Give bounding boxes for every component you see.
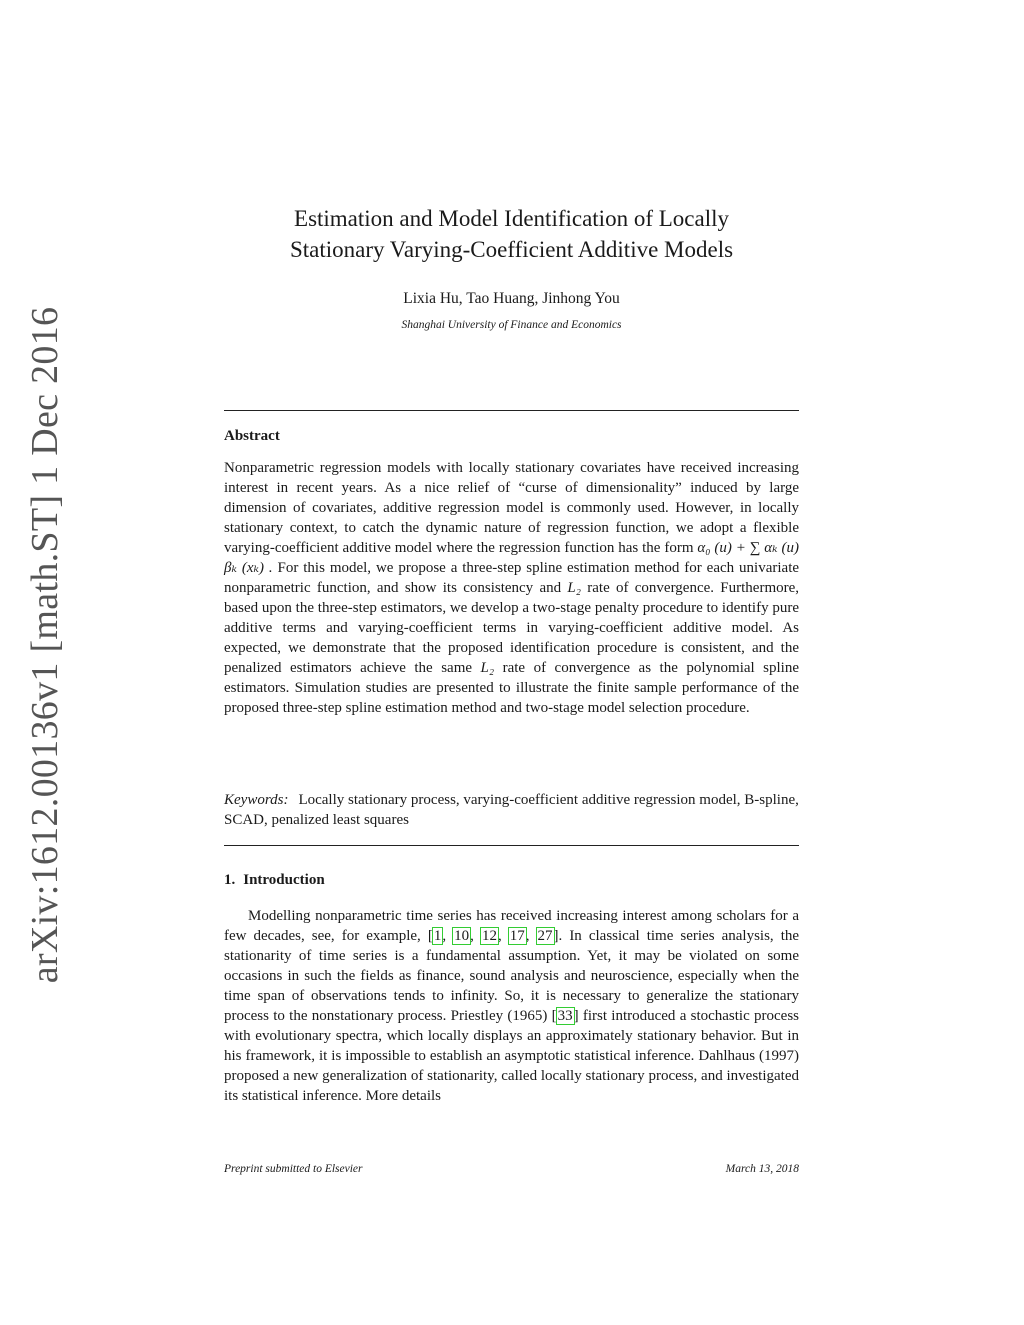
citation-link[interactable]: 10 (454, 928, 470, 944)
keywords (224, 790, 799, 830)
citation-link[interactable]: 17 (509, 928, 525, 944)
arxiv-identifier-text: arXiv:1612.00136v1 [math.ST] 1 Dec 2016 (24, 306, 66, 984)
page-footer (224, 1163, 799, 1175)
intro-text-3: ] first introduced a stochastic process with evolutionary spectra, which locally displays an approximately stationary behavior. But in his framework, it is impossible to establish an asymptotic statistical inference. Dahlhaus (1997) proposed a new generalization of stationarity, called locally stationary process, and investigated its statistical inference. More details (224, 1008, 799, 1104)
title-line-2: Stationary Varying-Coefficient Additive Models (289, 237, 734, 262)
section-number: 1. (224, 872, 236, 888)
footer-date: March 13, 2018 (725, 1163, 799, 1175)
abstract-heading: Abstract (224, 428, 280, 444)
section-heading-introduction (224, 872, 325, 889)
introduction-paragraph: Modelling nonparametric time series has received increasing interest among scholars for a few decades, see, for example, [1, 10, 12, 17, 27]. In classical time series analysis, the stationarity of time series is a fundamental assumption. Yet, it may be violated on some occasions in such the fields as finance, sound analysis and neuroscience, especially when the time span of observations tends to infinity. So, it is necessary to generalize the stationary process to the nonstationary process. Priestley (1965) [33] first introduced a stochastic process with evolutionary spectra, which locally displays an approximately stationary behavior. But in his framework, it is impossible to establish an asymptotic statistical inference. Dahlhaus (1997) proposed a new generalization of stationarity, called locally stationary process, and investigated its statistical inference. More details (224, 908, 800, 1104)
abstract-text-1: Nonparametric regression models with locally stationary covariates have received increasing interest in recent years. As a nice relief of “curse of dimensionality” induced by large dimension of covariates, additive regression model is commonly used. However, in locally stationary context, to catch the dynamic nature of regression function, we adopt a flexible varying-coefficient additive model where the regression function has the form (224, 460, 799, 556)
citation-link[interactable]: 12 (481, 928, 497, 944)
paper-title (224, 203, 799, 265)
citation-link[interactable]: 1 (433, 928, 442, 944)
section-title: Introduction (243, 872, 325, 888)
abstract-body (224, 458, 799, 718)
abstract-formula: α₀ (u) + ∑ αₖ (u) βₖ (xₖ) . (224, 540, 800, 576)
affiliation: Shanghai University of Finance and Economics (401, 319, 622, 331)
citation-link[interactable]: 27 (537, 928, 553, 944)
keywords-text: Locally stationary process, varying-coefficient additive regression model, B-spline, SCAD, penalized least squares (224, 792, 799, 828)
abstract-bottom-rule (224, 845, 799, 846)
abstract-top-rule (224, 410, 799, 411)
title-line-1: Estimation and Model Identification of Locally (294, 206, 729, 231)
intro-text-1: Modelling nonparametric time series has received increasing interest among scholars for a few decades, see, for example, [ (224, 908, 799, 944)
abstract-text-2: For this model, we propose a three-step spline estimation method for each univariate nonparametric function, and show its consistency and (224, 560, 800, 596)
abstract-text-4: rate of convergence as the polynomial spline estimators. Simulation studies are presented to illustrate the finite sample performance of the proposed three-step spline estimation method and two-stage model selection procedure. (224, 660, 800, 716)
keywords-label: Keywords: (224, 792, 289, 808)
footer-preprint-note: Preprint submitted to Elsevier (224, 1163, 363, 1175)
abstract-l2-symbol-b: L₂ (480, 660, 495, 676)
intro-text-2: ]. In classical time series analysis, the stationarity of time series is a fundamental assumption. Yet, it may be violated on some occasions in such the fields as finance, sound analysis and neuroscience, especially when the time span of observations tends to infinity. So, it is necessary to generalize the stationary process to the nonstationary process. Priestley (1965) [ (224, 928, 800, 1024)
citation-link-priestley[interactable]: 33 (557, 1008, 573, 1024)
abstract-l2-symbol-a: L₂ (567, 580, 581, 596)
author-list: Lixia Hu, Tao Huang, Jinhong You (403, 290, 620, 307)
abstract-text-3: rate of convergence. Furthermore, based upon the three-step estimators, we develop a two-stage penalty procedure to identify pure additive terms and varying-coefficient terms in varying-coefficient additive model. As expected, we demonstrate that the proposed identification procedure is consistent, and the penalized estimators achieve the same (224, 580, 800, 676)
